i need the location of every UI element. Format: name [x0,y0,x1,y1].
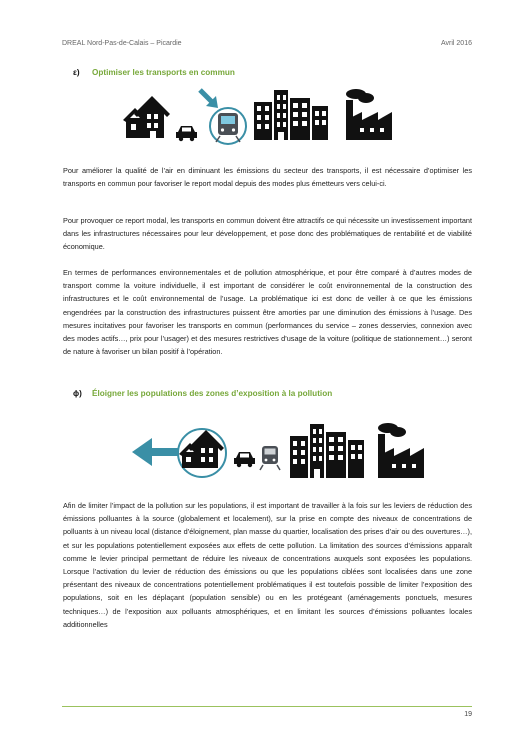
page-number: 19 [464,711,472,718]
factory-icon [378,423,424,478]
footer-divider [62,706,472,707]
factory-icon [346,89,392,140]
header-date: Avril 2016 [440,40,472,47]
arrow-icon [200,90,218,108]
section-bullet: ε) [73,68,80,77]
section-heading-eloigner [73,389,333,398]
car-icon [234,452,255,467]
transport-figure [120,86,410,148]
header-org: DREAL Nord-Pas-de-Calais – Picardie [62,40,182,47]
buildings-icon [254,90,328,140]
section-bullet: ϕ) [73,389,82,398]
section1-paragraph-2: Pour provoquer ce report modal, les transports en commun doivent être attractifs ce qui nécessite un investissement important dans les infrastructures nécessaires pour leur développement, et pose donc des problématiques de rentabilité et de viabilité économique. [63,216,472,252]
section2-paragraph-1: Afin de limiter l’impact de la pollution sur les populations, il est important de travailler à la fois sur les leviers de réduction des émissions polluantes à la source (globalement et localement), sur la prise en compte des niveaux de concentrations de polluants à un niveau local (distance d’éloignement, plan masse du quartier, localisation des prises d’air ou des ouvertures…), et sur les populations potentiellement exposées aux effets de cette pollution. La limitation des sources d’émissions apparaît comme le levier principal permettant de réduire les niveaux de concentrations auxquels sont exposées les populations. Lorsque l’activation du levier de réduction des émissions ou que les populations ciblées sont localisées dans une zone présentant des niveaux de concentrations potentiellement problématiques il est toutefois possible de limiter l’exposition des populations, soit en les déplaçant (population sensible) ou en les protégeant (aménagements ponctuels, mesures techniques…) de l’exposition aux polluants atmosphériques, et en limitant les sources d’émissions polluantes locales additionnelles [63,501,472,629]
section-title-text: Optimiser les transports en commun [92,68,235,77]
train-icon [260,446,280,470]
car-icon [176,126,197,141]
section1-paragraph-1: Pour améliorer la qualité de l’air en diminuant les émissions du secteur des transports, il est nécessaire d’optimiser les transports en commun pour favoriser le report modal depuis des modes plus émetteurs vers celui-ci. [63,166,472,189]
page-header [62,40,472,52]
section1-paragraph-3: En termes de performances environnementales et de pollution atmosphérique, et pour être comparé à d’autres modes de transport comme la voiture individuelle, il est important de considérer le coût environnemental de la construction des infrastructures et le coût environnemental de l’usage. La problématique ici est donc de veiller à ce que les émissions engendrées par la construction des infrastructures puissent être amorties par une diminution des émissions à l’usage. Des mesures incitatives pour favoriser les transports en commun (performances du service – zones desservies, connexion avec des modes actifs…, prix pour l’usager) et des mesures restrictives d’usage de la voiture (politique de stationnement…) seront de nature à favoriser un bilan positif à l’opération. [63,268,472,357]
house-icon [123,96,170,138]
buildings-icon [290,424,364,478]
arrow-icon [132,438,180,466]
section-title-text: Éloigner les populations des zones d’exposition à la pollution [92,389,333,398]
population-figure [130,418,430,484]
train-icon [210,108,246,144]
section-heading-optimiser [73,68,235,77]
